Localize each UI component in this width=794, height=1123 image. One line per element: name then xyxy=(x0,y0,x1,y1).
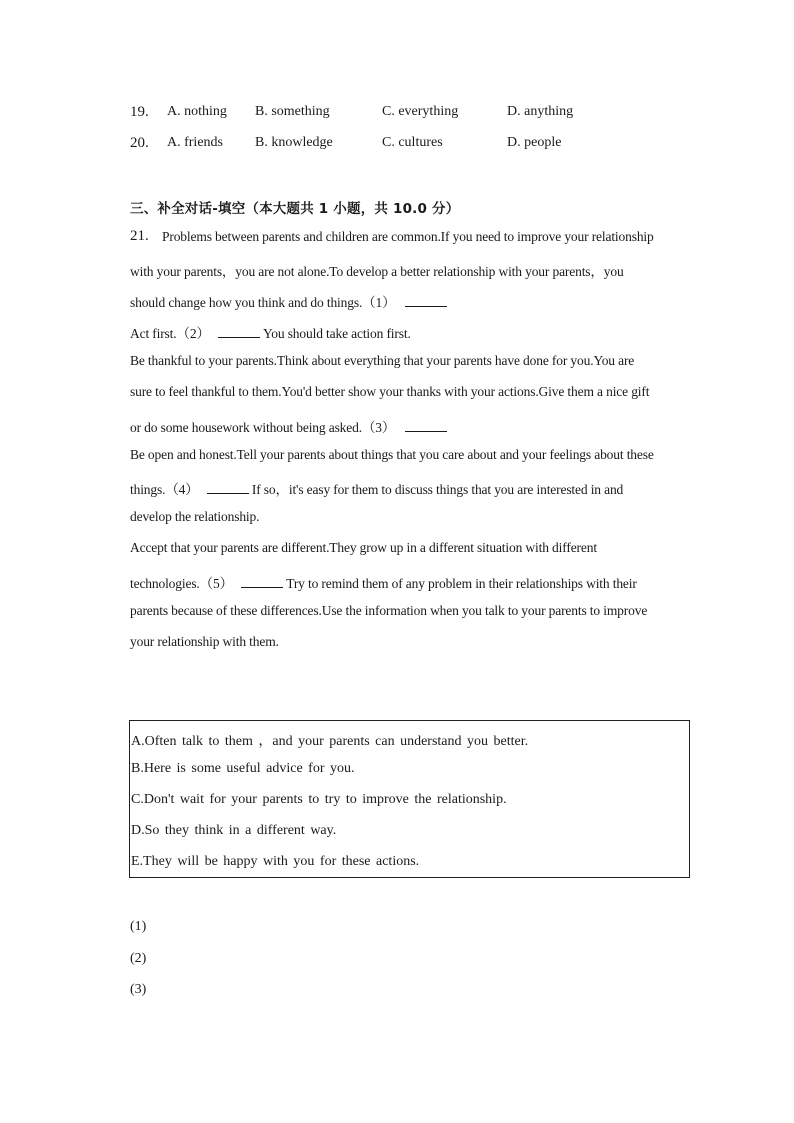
section-title: 三、补全对话-填空（本大题共 1 小题，共 10.0 分） xyxy=(130,201,460,217)
options-box xyxy=(129,720,690,878)
option-item: E.They will be happy with you for these actions. xyxy=(131,854,420,869)
passage-line: sure to feel thankful to them.You'd better show your thanks with your actions.Give them a nice gift xyxy=(130,384,650,399)
blank-4[interactable] xyxy=(207,481,249,494)
option-item: C.Don't wait for your parents to try to improve the relationship. xyxy=(131,792,507,807)
passage-line: your relationship with them. xyxy=(130,634,279,649)
passage-text: or do some housework without being asked.（3） xyxy=(130,420,396,435)
blank-3[interactable] xyxy=(405,419,447,432)
passage-text: things.（4） xyxy=(130,482,199,497)
passage-line: parents because of these differences.Use the information when you talk to your parents to improve xyxy=(130,603,648,618)
passage-line xyxy=(130,291,447,311)
passage-text: Act first.（2） xyxy=(130,326,210,341)
passage-text: technologies.（5） xyxy=(130,576,233,591)
passage-line xyxy=(130,322,411,342)
blank-1[interactable] xyxy=(405,294,447,307)
option-item: B.Here is some useful advice for you. xyxy=(131,761,355,776)
passage-line xyxy=(130,478,623,498)
option-d: D. anything xyxy=(507,104,574,119)
passage-line: Problems between parents and children are common.If you need to improve your relationship xyxy=(162,229,654,244)
blank-5[interactable] xyxy=(241,575,283,588)
passage-text: You should take action first. xyxy=(263,326,411,341)
question-number: 21. xyxy=(130,228,149,244)
passage-line: with your parents，you are not alone.To develop a better relationship with your parents，you xyxy=(130,264,624,279)
passage-text: If so，it's easy for them to discuss things that you are interested in and xyxy=(251,482,624,497)
option-c: C. cultures xyxy=(382,135,443,150)
option-d: D. people xyxy=(507,135,562,150)
blank-2[interactable] xyxy=(218,325,260,338)
passage-line: Accept that your parents are different.They grow up in a different situation with different xyxy=(130,540,597,555)
passage-line xyxy=(130,572,637,592)
question-number: 20. xyxy=(130,135,149,151)
option-b: B. knowledge xyxy=(255,135,333,150)
passage-line xyxy=(130,416,447,436)
passage-line: Be thankful to your parents.Think about everything that your parents have done for you.You are xyxy=(130,353,635,368)
passage-line: Be open and honest.Tell your parents about things that you care about and your feelings about these xyxy=(130,447,654,462)
answer-slot[interactable]: (2) xyxy=(130,951,147,966)
option-b: B. something xyxy=(255,104,330,119)
answer-slot[interactable]: (3) xyxy=(130,982,147,997)
option-item: A.Often talk to them ，and your parents can understand you better. xyxy=(131,734,529,749)
passage-text: should change how you think and do things.（1） xyxy=(130,295,396,310)
option-a: A. nothing xyxy=(167,104,227,119)
option-c: C. everything xyxy=(382,104,459,119)
question-number: 19. xyxy=(130,104,149,120)
passage-text: Try to remind them of any problem in their relationships with their xyxy=(286,576,637,591)
answer-slot[interactable]: (1) xyxy=(130,919,147,934)
option-item: D.So they think in a different way. xyxy=(131,823,337,838)
option-a: A. friends xyxy=(167,135,223,150)
passage-line: develop the relationship. xyxy=(130,509,260,524)
